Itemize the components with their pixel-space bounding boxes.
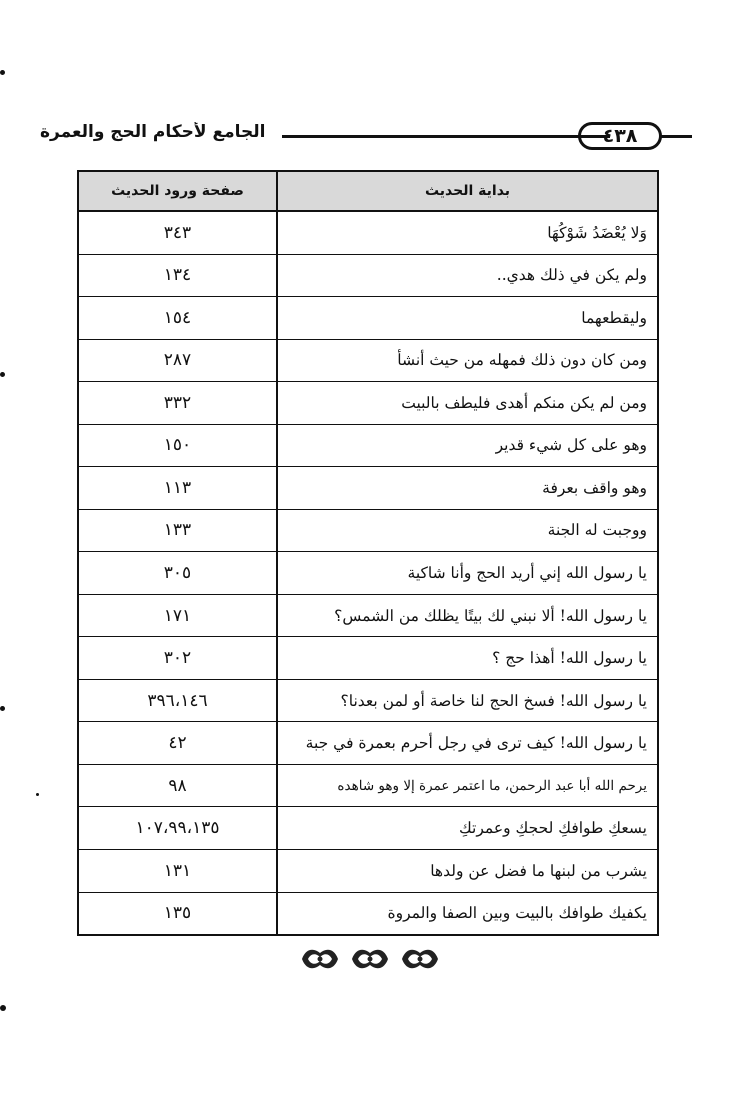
table-row [79,680,657,723]
page-cell: ١١٣ [163,477,192,498]
header-rule [660,135,692,138]
hadith-cell: وَلا يُعْضَدُ شَوْكُهَا [276,212,657,254]
table-row [79,467,657,510]
header-rule [282,135,610,138]
hadith-cell: يا رسول الله! ألا نبني لك بيتًا يظلك من الشمس؟ [276,595,657,637]
hadith-cell: يكفيك طوافك بالبيت وبين الصفا والمروة [276,893,657,935]
page-cell: ١٣٣ [163,520,192,541]
page-cell: ٣٩٦،١٤٦ [147,690,208,711]
page-number: ٤٣٨ [578,122,662,150]
page-cell: ١٥٠ [163,435,192,456]
table-body [79,212,657,934]
column-header-hadith-start: بداية الحديث [276,172,657,210]
table-row [79,255,657,298]
ornament-icon [350,946,390,972]
page-cell: ١٣٥ [163,903,192,924]
table-row [79,510,657,553]
page-cell: ٩٨ [168,775,187,796]
table-row [79,595,657,638]
hadith-cell: يا رسول الله إني أريد الحج وأنا شاكية [276,552,657,594]
hadith-cell: ومن لم يكن منكم أهدى فليطف بالبيت [276,382,657,424]
table-row [79,552,657,595]
table-row [79,850,657,893]
hadith-index-table [77,170,659,936]
hadith-cell: ولم يكن في ذلك هدي.. [276,255,657,297]
hadith-cell: ووجبت له الجنة [276,510,657,552]
ornament-icon [300,946,340,972]
page-cell: ١٣١ [163,860,192,881]
hadith-cell: وهو على كل شيء قدير [276,425,657,467]
table-header-row [79,172,657,212]
table-row [79,340,657,383]
hadith-cell: يا رسول الله! كيف ترى في رجل أحرم بعمرة في جبة [276,722,657,764]
scan-mark [0,372,5,377]
page-cell: ٣٠٥ [163,563,192,584]
page-cell: ٤٢ [168,733,187,754]
hadith-cell: يشرب من لبنها ما فضل عن ولدها [276,850,657,892]
hadith-cell: يا رسول الله! فسخ الحج لنا خاصة أو لمن بعدنا؟ [276,680,657,722]
ornament-icon [400,946,440,972]
column-header-page: صفحة ورود الحديث [111,183,244,199]
page-cell: ١٧١ [163,605,192,626]
page-cell: ٣٤٣ [163,222,192,243]
table-row [79,212,657,255]
page-cell: ٢٨٧ [163,350,192,371]
scan-mark [0,70,5,75]
scan-mark [0,1005,6,1011]
hadith-cell: يسعكِ طوافكِ لحجكِ وعمرتكِ [276,807,657,849]
book-title: الجامع لأحكام الحج والعمرة [40,122,266,142]
section-end-ornament [300,944,440,974]
page-cell: ١٠٧،٩٩،١٣٥ [135,818,220,839]
table-row [79,297,657,340]
table-row [79,765,657,808]
scan-mark [36,793,39,796]
table-row [79,637,657,680]
page-header [40,118,652,154]
hadith-cell: وهو واقف بعرفة [276,467,657,509]
table-row [79,722,657,765]
table-row [79,893,657,935]
hadith-cell: يا رسول الله! أهذا حج ؟ [276,637,657,679]
page-cell: ١٣٤ [163,265,192,286]
hadith-cell: ومن كان دون ذلك فمهله من حيث أنشأ [276,340,657,382]
hadith-cell: يرحم الله أبا عبد الرحمن، ما اعتمر عمرة إلا وهو شاهده [276,765,657,807]
page-cell: ١٥٤ [163,307,192,328]
table-row [79,807,657,850]
table-row [79,425,657,468]
scan-mark [0,706,5,711]
hadith-cell: وليقطعهما [276,297,657,339]
page-cell: ٣٠٢ [163,648,192,669]
table-row [79,382,657,425]
page-cell: ٣٣٢ [163,392,192,413]
